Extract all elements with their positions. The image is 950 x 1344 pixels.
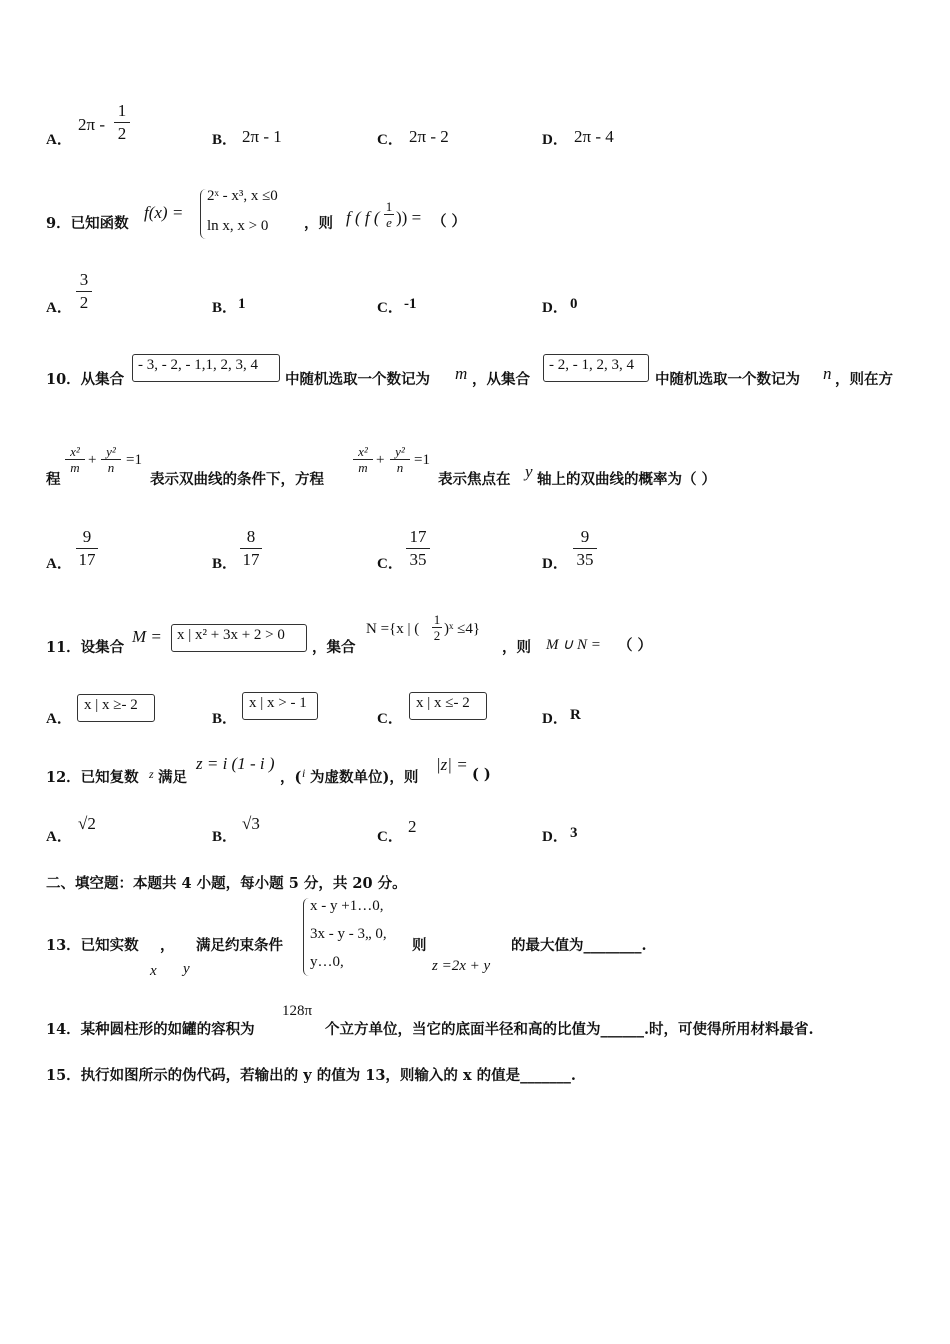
q9-option-a-fraction: 3 2	[76, 270, 92, 313]
q8-option-a-label: A．	[46, 132, 72, 148]
q9-expression-tail: )) =	[396, 208, 422, 227]
q10-eq-1-frac-y: y² n	[101, 444, 121, 475]
q10-eq-1-plus: +	[88, 452, 97, 468]
q10-eq-1-rhs: =1	[126, 452, 142, 468]
q11-M-set: x | x² + 3x + 2 > 0	[177, 627, 285, 643]
q9-option-c-text: -1	[404, 296, 417, 312]
q9-option-a-label: A．	[46, 300, 72, 316]
q10-stem-mid-3: 中随机选取一个数记为	[655, 371, 800, 388]
q9-expression: f ( f (	[346, 208, 380, 227]
q11-option-d-label: D．	[542, 711, 568, 727]
q12-stem-mid: 满足	[158, 769, 187, 786]
q8-option-d-text: 2π - 4	[574, 127, 614, 146]
q8-option-a-text: 2π -	[78, 115, 105, 134]
q11-option-a-label: A．	[46, 711, 72, 727]
q12-option-c-label: C．	[377, 829, 403, 845]
q11-option-b-label: B．	[212, 711, 238, 727]
q9-case-1: 2ˣ - x³, x ≤0	[207, 188, 278, 204]
q12-stem-prefix: 12．已知复数	[46, 769, 139, 786]
q9-stem-prefix: 9．已知函数	[46, 215, 129, 232]
q10-eq-2-plus: +	[376, 452, 385, 468]
q11-stem-mid: ，集合	[312, 639, 356, 656]
q10-stem-2-prefix: 程	[46, 471, 61, 488]
q10-option-d-label: D．	[542, 556, 568, 572]
q13-stem-suffix: 的最大值为________.	[511, 937, 647, 954]
q12-equation: z = i (1 - i )	[196, 754, 275, 773]
q12-option-d-text: 3	[570, 825, 578, 841]
q10-stem-2-mid-2: 表示焦点在	[438, 471, 511, 488]
q8-option-d-label: D．	[542, 132, 568, 148]
q10-option-b-label: B．	[212, 556, 238, 572]
q12-abs-z: |z| =	[436, 755, 468, 774]
q12-option-c-text: 2	[408, 817, 417, 836]
q9-stem-suffix: （ ）	[432, 213, 467, 230]
q12-stem-mid-3: 为虚数单位)，则	[310, 769, 419, 786]
q14-stem-suffix: 个立方单位，当它的底面半径和高的比值为______.时，可使得所用材料最省.	[325, 1021, 814, 1038]
q9-case-2: ln x, x > 0	[207, 218, 269, 234]
q10-eq-2-frac-y: y² n	[390, 444, 410, 475]
q8-option-c-text: 2π - 2	[409, 127, 449, 146]
q12-option-b-text: √3	[242, 814, 260, 833]
q11-stem-prefix: 11．设集合	[46, 639, 125, 656]
q13-constraint-2: 3x - y - 3„ 0,	[310, 926, 387, 942]
q11-N-def-a: N ={x | (	[366, 621, 420, 637]
q13-objective: z =2x + y	[432, 958, 491, 974]
q10-var-y: y	[525, 462, 533, 481]
q12-option-d-label: D．	[542, 829, 568, 845]
q10-stem-mid-2: ，从集合	[472, 371, 530, 388]
q12-var-i: i	[302, 766, 306, 780]
q11-N-fraction: 1 2	[433, 612, 441, 643]
q13-then: 则	[412, 937, 427, 954]
q11-stem-suffix: （ ）	[618, 637, 653, 654]
q11-option-b-text: x | x > - 1	[249, 695, 307, 711]
q13-var-y: y	[183, 961, 190, 977]
q11-union: M ∪ N =	[546, 637, 601, 653]
q9-stem-mid: ，则	[304, 215, 333, 232]
q13-stem-prefix: 13．已知实数	[46, 937, 139, 954]
q12-option-b-label: B．	[212, 829, 238, 845]
q11-M-def: M =	[132, 627, 162, 646]
q13-comma: ，	[160, 937, 175, 954]
q11-stem-mid-2: ，则	[502, 639, 531, 656]
q9-function-name: f(x) =	[144, 203, 184, 222]
q9-piecewise-brace	[200, 189, 207, 239]
q10-option-b-fraction: 8 17	[240, 527, 262, 570]
q8-option-a-fraction: 1 2	[114, 101, 130, 144]
q12-option-a-text: √2	[78, 814, 96, 833]
q13-constraint-brace	[303, 898, 310, 976]
q12-option-a-label: A．	[46, 829, 72, 845]
q10-var-m: m	[455, 364, 468, 383]
q11-N-def-b: )ˣ ≤4}	[444, 621, 481, 637]
q10-stem-mid: 中随机选取一个数记为	[285, 371, 430, 388]
q10-stem-2-suffix: 轴上的双曲线的概率为（ ）	[537, 471, 717, 488]
q10-stem-2-mid: 表示双曲线的条件下，方程	[150, 471, 324, 488]
q10-option-a-label: A．	[46, 556, 72, 572]
q10-option-d-fraction: 9 35	[573, 527, 597, 570]
q9-option-d-label: D．	[542, 300, 568, 316]
q9-expression-fraction: 1 e	[385, 199, 393, 230]
q9-option-b-text: 1	[238, 296, 246, 312]
q10-eq-2-frac-x: x² m	[353, 444, 373, 475]
q10-set-1: - 3, - 2, - 1,1, 2, 3, 4	[138, 357, 258, 373]
q10-var-n: n	[823, 364, 832, 383]
q10-option-a-fraction: 9 17	[76, 527, 98, 570]
q9-option-b-label: B．	[212, 300, 238, 316]
q12-stem-suffix: ( )	[472, 766, 491, 783]
q10-option-c-label: C．	[377, 556, 403, 572]
q14-stem-prefix: 14．某种圆柱形的如罐的容积为	[46, 1021, 255, 1038]
q11-option-c-text: x | x ≤- 2	[416, 695, 470, 711]
q10-eq-2-rhs: =1	[414, 452, 430, 468]
q8-option-c-label: C．	[377, 132, 403, 148]
q14-volume: 128π	[282, 1003, 313, 1019]
q13-constraint-3: y…0,	[310, 954, 344, 970]
q11-option-d-text: R	[570, 707, 581, 723]
q9-option-c-label: C．	[377, 300, 403, 316]
q13-var-x: x	[150, 963, 157, 979]
q11-option-a-text: x | x ≥- 2	[84, 697, 138, 713]
q11-option-c-label: C．	[377, 711, 403, 727]
q13-stem-mid: 满足约束条件	[196, 937, 283, 954]
q8-option-b-label: B．	[212, 132, 238, 148]
q10-stem-prefix: 10．从集合	[46, 371, 125, 388]
q10-option-c-fraction: 17 35	[406, 527, 430, 570]
q12-stem-mid-2: ，(	[280, 769, 302, 786]
q12-var-z: z	[149, 767, 154, 781]
q9-option-d-text: 0	[570, 296, 578, 312]
q10-stem-suffix: ，则在方	[835, 371, 893, 388]
section-2-heading: 二、填空题：本题共 4 小题，每小题 5 分，共 20 分。	[46, 875, 407, 892]
q8-option-b-text: 2π - 1	[242, 127, 282, 146]
q10-set-2: - 2, - 1, 2, 3, 4	[549, 357, 634, 373]
q10-eq-1-frac-x: x² m	[65, 444, 85, 475]
question-15: 15．执行如图所示的伪代码，若输出的 y 的值为 13，则输入的 x 的值是_______.	[46, 1067, 576, 1084]
q13-constraint-1: x - y +1…0,	[310, 898, 384, 914]
